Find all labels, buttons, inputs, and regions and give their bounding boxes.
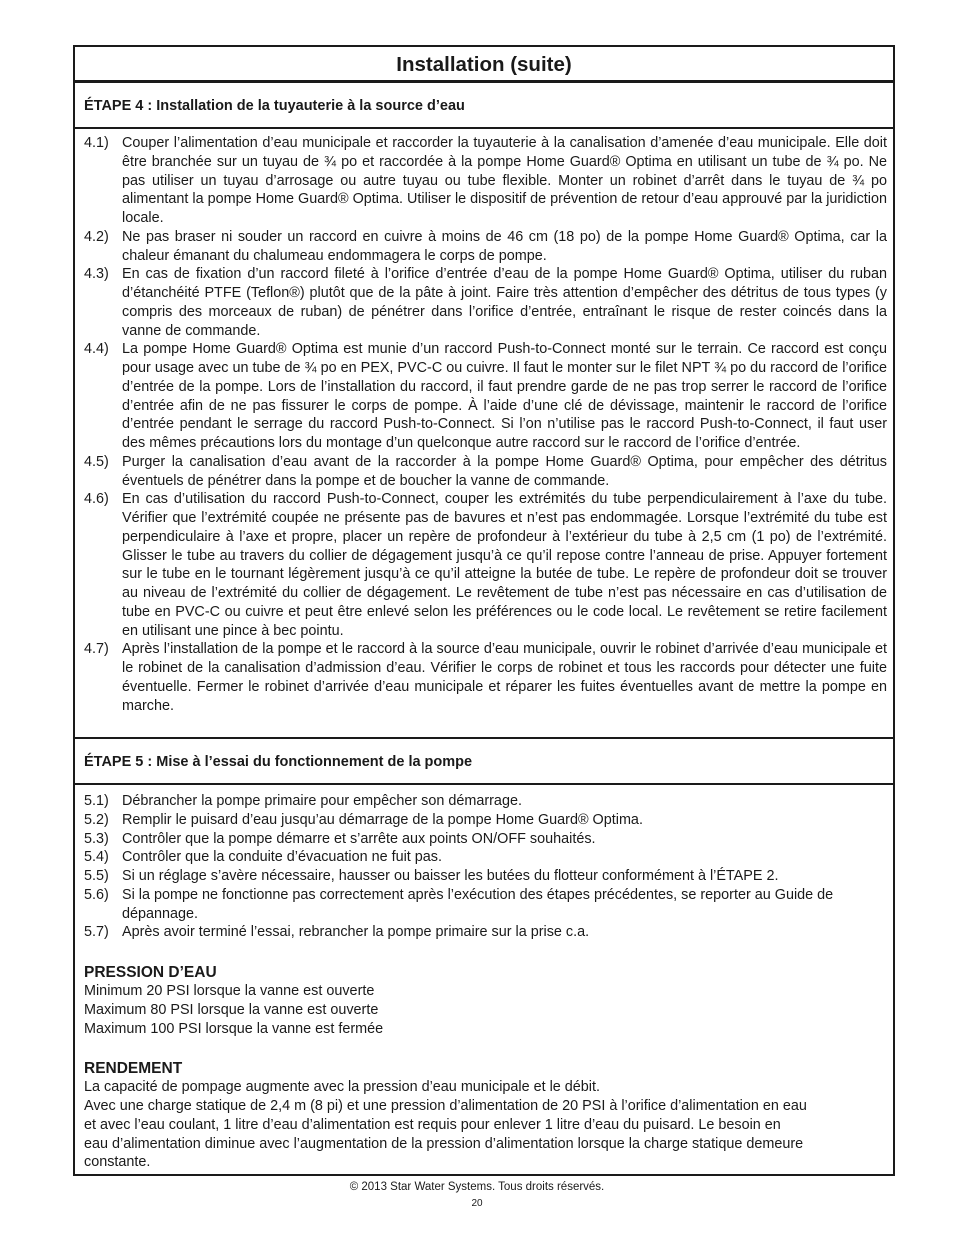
copyright-notice: © 2013 Star Water Systems. Tous droits réservés.	[349, 1181, 605, 1193]
pressure-line: Maximum 80 PSI lorsque la vanne est ouverte	[84, 1001, 379, 1018]
performance-title: RENDEMENT	[84, 1060, 183, 1078]
item-number: 5.5)	[84, 868, 109, 884]
item-number: 5.1)	[84, 793, 109, 809]
item-number: 4.5)	[84, 453, 109, 470]
item-number: 4.6)	[84, 491, 109, 508]
document-frame	[73, 45, 895, 1176]
list-item	[84, 867, 887, 886]
item-number: 5.4)	[84, 849, 109, 866]
list-item	[84, 830, 887, 849]
pressure-title: PRESSION D’EAU	[84, 964, 217, 981]
list-item	[84, 886, 887, 924]
item-number: 5.7)	[84, 924, 109, 941]
item-number: 5.6)	[84, 886, 109, 903]
step4-body	[75, 129, 893, 739]
item-text: En cas d’utilisation du raccord Push-to-Connect, couper les extrémités du tube perpendiculairement à l’axe du tube. Vérifier que l’extrémité coupée ne présente pas de bavures et n’est pas endommagée. Lorsque l’extrémité du tube est perpendiculaire à l’axe et propre, placer un repère de profondeur à l’extérieur du tube à 2,5 cm (1 po) de l’extrémité. Glisser le tube au travers du collier de dégagement jusqu’à ce qu’il repose contre l’anneau de prise. Appuyer fortement sur le tube en le tournant légèrement jusqu’à ce qu’il atteigne la butée de tube. Le repère de profondeur doit se trouver au niveau de l’extrémité du collier de dégagement. Le revêtement de tube n’est pas nécessaire en cas d’utilisation de tube en PVC-C ou cuivre et peut être enlevé selon les préférences ou le code local. Le revêtement se retire facilement en utilisant une pince à bec pointu.	[122, 491, 887, 639]
item-text: Si la pompe ne fonctionne pas correctement après l’exécution des étapes précédentes, se reporter au Guide de dépannage.	[122, 886, 834, 922]
list-item	[84, 640, 887, 715]
performance-line: Avec une charge statique de 2,4 m (8 pi) et une pression d’alimentation de 20 PSI à l’orifice d’alimentation en eau	[84, 1098, 807, 1114]
item-text: Contrôler que la conduite d’évacuation ne fuit pas.	[122, 849, 443, 866]
item-number: 5.3)	[84, 830, 109, 847]
list-item	[84, 923, 887, 942]
item-text: Purger la canalisation d’eau avant de la raccorder à la pompe Home Guard® Optima, pour empêcher des détritus éventuels de pénétrer dans la pompe et de boucher la vanne de commande.	[122, 453, 887, 489]
list-item	[84, 134, 887, 228]
performance-line: constante.	[84, 1154, 151, 1171]
item-text: Après avoir terminé l’essai, rebrancher la pompe primaire sur la prise c.a.	[122, 924, 590, 941]
item-number: 4.7)	[84, 641, 109, 658]
step5-body	[75, 785, 893, 1172]
item-text: Si un réglage s’avère nécessaire, hausser ou baisser les butées du flotteur conformément à l’ÉTAPE 2.	[122, 868, 779, 884]
item-text: Contrôler que la pompe démarre et s’arrête aux points ON/OFF souhaités.	[122, 830, 596, 847]
item-text: Ne pas braser ni souder un raccord en cuivre à moins de 46 cm (18 po) de la pompe Home Guard® Optima, car la chaleur émanant du chalumeau endommagera le corps de pompe.	[122, 228, 887, 264]
item-text: En cas de fixation d’un raccord fileté à l’orifice d’entrée d’eau de la pompe Home Guard® Optima, utiliser du ruban d’étanchéité PTFE (Teflon®) plutôt que de la pâte à joint. Faire très attention d’empêcher des détritus de tous types (y compris des morceaux de ruban) de pénétrer dans l’orifice d’entrée, entraînant le risque de rester coincés dans la vanne de commande.	[122, 266, 887, 339]
step4-heading: ÉTAPE 4 : Installation de la tuyauterie à la source d’eau	[75, 83, 893, 129]
list-item	[84, 490, 887, 640]
step5-heading: ÉTAPE 5 : Mise à l’essai du fonctionnement de la pompe	[75, 739, 893, 785]
list-item	[84, 265, 887, 340]
performance-line: eau d’alimentation diminue avec l’augmentation de la pression d’alimentation lorsque la charge statique demeure	[84, 1135, 804, 1152]
list-item	[84, 811, 887, 830]
item-text: Après l’installation de la pompe et le raccord à la source d’eau municipale, ouvrir le robinet d’arrivée d’eau municipale et le robinet de la canalisation d’admission d’eau. Vérifier le corps de robinet et tous les raccords pour détecter une fuite éventuelle. Fermer le robinet d’arrivée d’eau municipale et réparer les fuites éventuelles avant de mettre la pompe en marche.	[122, 641, 887, 714]
item-text: La pompe Home Guard® Optima est munie d’un raccord Push-to-Connect monté sur le terrain. Ce raccord est conçu pour usage avec un tube de ¾ po en PEX, PVC-C ou cuivre. Il faut le monter sur le filet NPT ¾ po du raccord de l’orifice d’entrée de la pompe. Lors de l’installation du raccord, il faut prendre garde de ne pas trop serrer le raccord de l’orifice d’entrée afin de ne pas fissurer le corps de pompe. À l’aide d’une clé de dévissage, maintenir le raccord de l’orifice d’entrée pendant le serrage du raccord Push-to-Connect. Si l’on n’utilise pas le raccord Push-to-Connect, il faut user des mêmes précautions lors du montage d’un quelconque autre raccord sur le raccord de l’orifice d’entrée.	[122, 341, 887, 451]
list-item	[84, 340, 887, 453]
item-number: 4.2)	[84, 228, 109, 245]
pressure-line: Maximum 100 PSI lorsque la vanne est fermée	[84, 1020, 384, 1037]
item-number: 4.4)	[84, 341, 109, 358]
pressure-line: Minimum 20 PSI lorsque la vanne est ouverte	[84, 983, 375, 999]
list-item	[84, 792, 887, 811]
list-item	[84, 453, 887, 491]
item-number: 4.3)	[84, 266, 109, 283]
item-number: 5.2)	[84, 811, 109, 828]
item-text: Couper l’alimentation d’eau municipale et raccorder la tuyauterie à la canalisation d’amenée d’eau municipale. Elle doit être branchée sur un tuyau de ¾ po et raccordée à la pompe Home Guard® Optima en utilisant un tube de ¾ po. Ne pas utiliser un tuyau d’arrosage ou autre tuyau ou tube flexible. Monter un robinet d’arrêt dans le tuyau de ¾ po alimentant la pompe Home Guard® Optima. Utiliser le dispositif de prévention de retour d’eau approuvé par la juridiction locale.	[122, 135, 887, 226]
performance-line: La capacité de pompage augmente avec la pression d’eau municipale et le débit.	[84, 1079, 601, 1096]
item-number: 4.1)	[84, 135, 109, 151]
list-item	[84, 228, 887, 266]
performance-line: et avec l’eau coulant, 1 litre d’eau d’alimentation est requis pour enlever 1 litre d’eau du puisard. Le besoin en	[84, 1116, 781, 1133]
page-title: Installation (suite)	[75, 47, 893, 83]
page-number: 20	[471, 1198, 483, 1209]
item-text: Remplir le puisard d’eau jusqu’au démarrage de la pompe Home Guard® Optima.	[122, 811, 643, 828]
list-item	[84, 848, 887, 867]
item-text: Débrancher la pompe primaire pour empêcher son démarrage.	[122, 793, 522, 809]
